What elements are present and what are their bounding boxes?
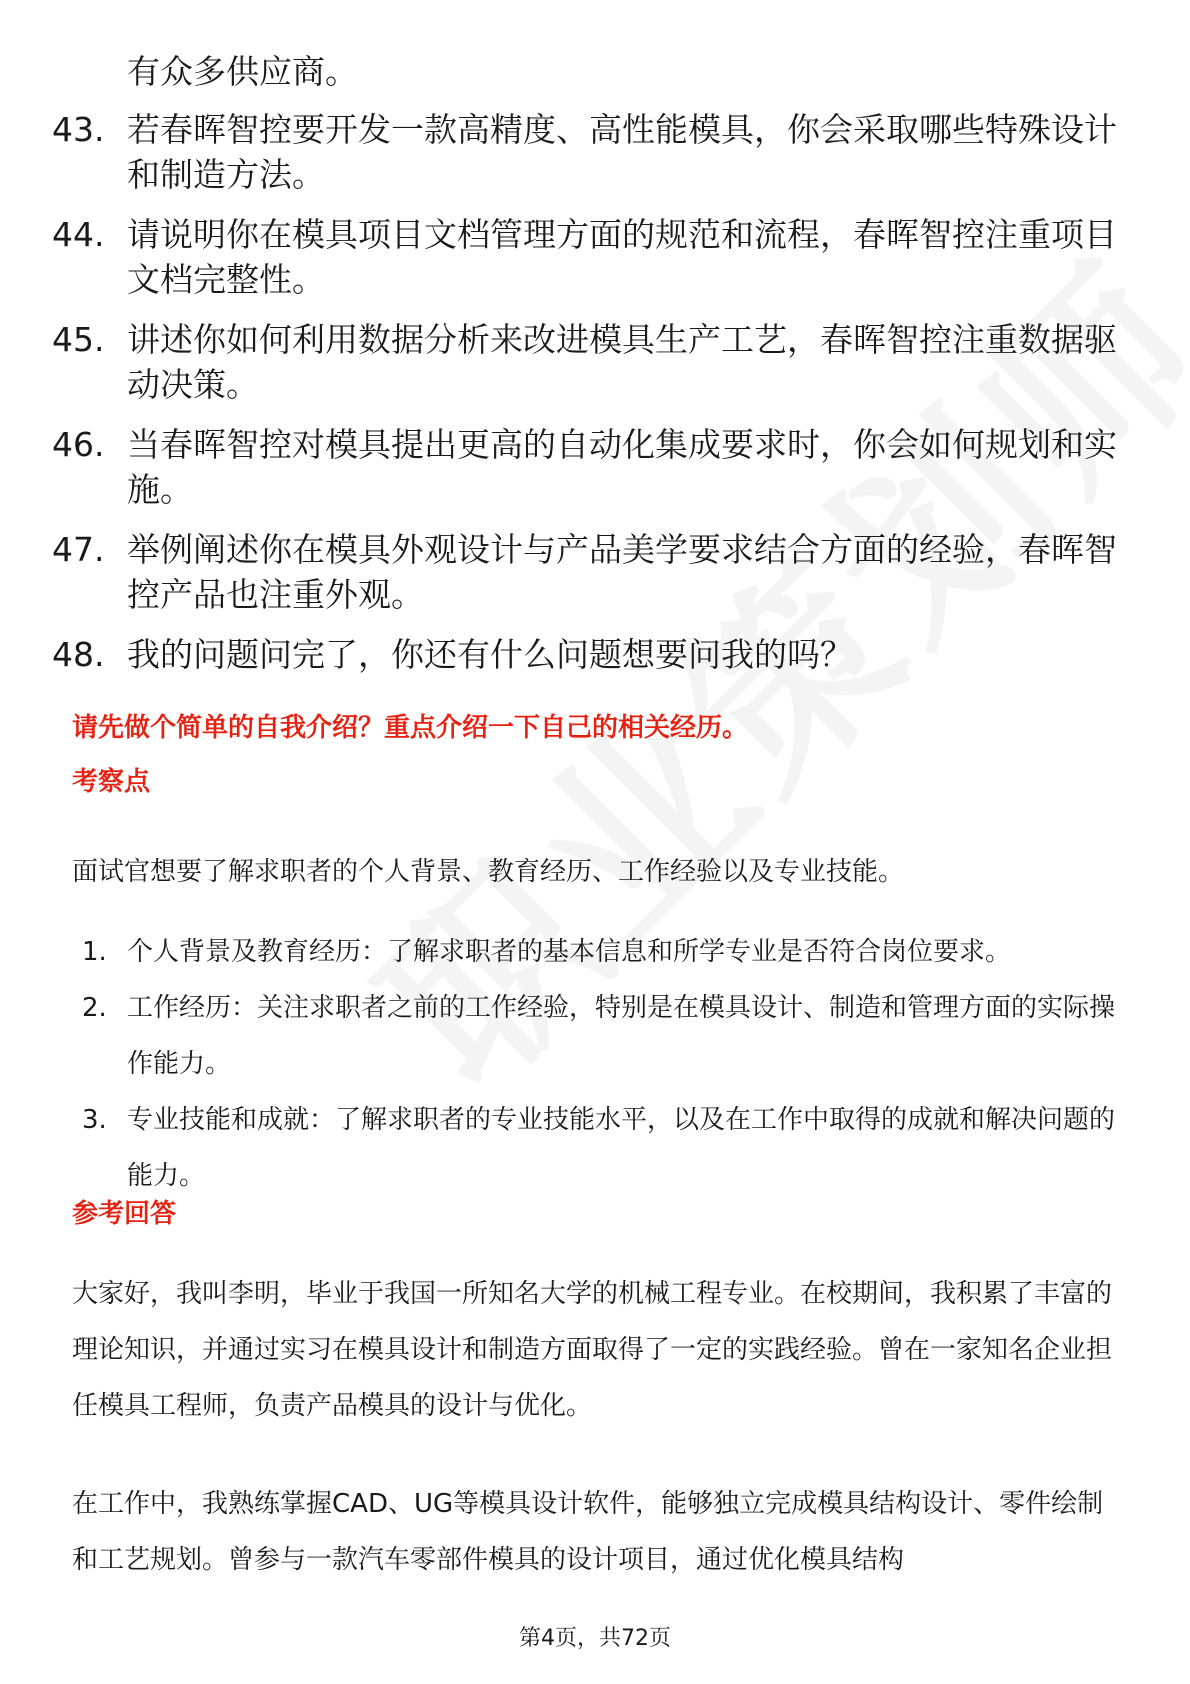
item-number: 44. xyxy=(52,215,105,254)
highlight-question: 请先做个简单的自我介绍？重点介绍一下自己的相关经历。 xyxy=(72,713,749,743)
exam-points-heading: 考察点 xyxy=(72,767,151,797)
item-number: 46. xyxy=(52,425,105,464)
item-text: 请说明你在模具项目文档管理方面的规范和流程，春晖智控注重项目文档完整性。 xyxy=(127,215,1117,299)
answer-paragraph: 大家好，我叫李明，毕业于我国一所知名大学的机械工程专业。在校期间，我积累了丰富的理论知识，并通过实习在模具设计和制造方面取得了一定的实践经验。曾在一家知名企业担任模具工程师，负责产品模具的设计与优化。 xyxy=(72,1279,1113,1421)
item-number: 3. xyxy=(82,1105,107,1135)
list-item xyxy=(82,980,1122,1092)
answer-paragraph: 在工作中，我熟练掌握CAD、UG等模具设计软件，能够独立完成模具结构设计、零件绘制和工艺规划。曾参与一款汽车零部件模具的设计项目，通过优化模具结构 xyxy=(72,1489,1104,1575)
question-continuation: 有众多供应商。 xyxy=(127,52,358,91)
item-number: 1. xyxy=(82,937,107,967)
question-list xyxy=(52,107,1132,692)
list-item xyxy=(52,317,1132,407)
exam-points-intro: 面试官想要了解求职者的个人背景、教育经历、工作经验以及专业技能。 xyxy=(72,857,905,887)
page-number: 第4页，共72页 xyxy=(519,1626,671,1651)
item-text: 个人背景及教育经历：了解求职者的基本信息和所学专业是否符合岗位要求。 xyxy=(127,937,1012,967)
item-text: 举例阐述你在模具外观设计与产品美学要求结合方面的经验，春晖智控产品也注重外观。 xyxy=(127,530,1117,614)
list-item xyxy=(52,107,1132,197)
item-number: 45. xyxy=(52,320,105,359)
list-item xyxy=(52,632,1132,677)
item-text: 讲述你如何利用数据分析来改进模具生产工艺，春晖智控注重数据驱动决策。 xyxy=(127,320,1117,404)
item-text: 我的问题问完了，你还有什么问题想要问我的吗？ xyxy=(127,635,853,674)
list-item xyxy=(52,527,1132,617)
item-number: 47. xyxy=(52,530,105,569)
item-text: 当春晖智控对模具提出更高的自动化集成要求时，你会如何规划和实施。 xyxy=(127,425,1117,509)
reference-answer-heading: 参考回答 xyxy=(72,1199,177,1229)
list-item xyxy=(82,924,1122,980)
list-item xyxy=(82,1092,1122,1204)
list-item xyxy=(52,422,1132,512)
item-text: 若春晖智控要开发一款高精度、高性能模具，你会采取哪些特殊设计和制造方法。 xyxy=(127,110,1117,194)
item-number: 48. xyxy=(52,635,105,674)
exam-points-list xyxy=(82,924,1122,1204)
item-number: 43. xyxy=(52,110,105,149)
item-text: 工作经历：关注求职者之前的工作经验，特别是在模具设计、制造和管理方面的实际操作能力。 xyxy=(127,993,1116,1079)
item-text: 专业技能和成就：了解求职者的专业技能水平，以及在工作中取得的成就和解决问题的能力。 xyxy=(127,1105,1116,1191)
list-item xyxy=(52,212,1132,302)
item-number: 2. xyxy=(82,993,107,1023)
